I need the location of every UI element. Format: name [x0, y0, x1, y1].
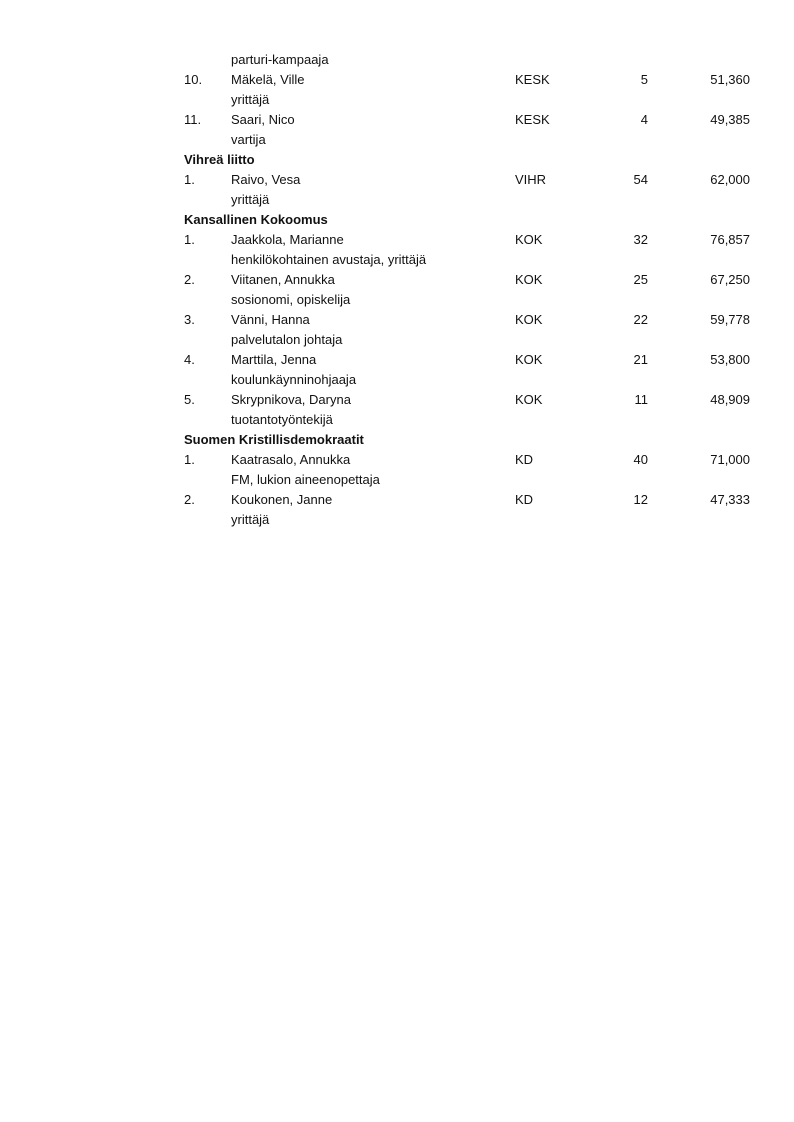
candidate-votes: 32	[633, 232, 648, 247]
candidate-name: Kaatrasalo, Annukka	[231, 452, 351, 467]
party-group-name: Suomen Kristillisdemokraatit	[184, 432, 364, 447]
party-group-name: Vihreä liitto	[184, 152, 255, 167]
candidate-comparison-number: 76,857	[710, 232, 750, 247]
candidate-number: 1.	[184, 452, 195, 467]
candidate-name: Viitanen, Annukka	[231, 272, 335, 287]
candidate-name: Saari, Nico	[231, 112, 295, 127]
candidate-party: KESK	[515, 72, 550, 87]
candidate-occupation: koulunkäynninohjaaja	[231, 372, 357, 387]
occupation-row	[0, 510, 794, 530]
candidate-name: Raivo, Vesa	[231, 172, 301, 187]
candidate-party: KOK	[515, 392, 543, 407]
results-page	[0, 50, 794, 530]
candidate-occupation: tuotantotyöntekijä	[231, 412, 333, 427]
candidate-row	[0, 310, 794, 330]
candidate-votes: 22	[633, 312, 648, 327]
candidate-number: 5.	[184, 392, 195, 407]
occupation-row	[0, 290, 794, 310]
candidate-occupation: yrittäjä	[231, 92, 270, 107]
candidate-number: 10.	[184, 72, 203, 87]
candidate-votes: 4	[640, 112, 648, 127]
candidate-party: KD	[515, 492, 534, 507]
party-group-heading	[0, 210, 794, 230]
candidate-occupation: FM, lukion aineenopettaja	[231, 472, 380, 487]
occupation-row	[0, 130, 794, 150]
candidate-number: 4.	[184, 352, 195, 367]
candidate-name: Marttila, Jenna	[231, 352, 317, 367]
candidate-party: KOK	[515, 312, 543, 327]
candidate-votes: 11	[634, 392, 648, 407]
candidate-party: KD	[515, 452, 534, 467]
party-group-heading	[0, 150, 794, 170]
candidate-occupation: yrittäjä	[231, 512, 270, 527]
candidate-name: Jaakkola, Marianne	[231, 232, 344, 247]
occupation-row	[0, 50, 794, 70]
candidate-row	[0, 490, 794, 510]
candidate-comparison-number: 62,000	[710, 172, 750, 187]
candidate-number: 2.	[184, 272, 195, 287]
candidate-row	[0, 70, 794, 90]
occupation-row	[0, 190, 794, 210]
candidate-comparison-number: 59,778	[710, 312, 750, 327]
candidate-row	[0, 270, 794, 290]
leading-occupation: parturi-kampaaja	[231, 52, 329, 67]
candidate-occupation: vartija	[231, 132, 266, 147]
party-group-name: Kansallinen Kokoomus	[184, 212, 328, 227]
candidate-row	[0, 170, 794, 190]
candidate-row	[0, 230, 794, 250]
candidate-comparison-number: 51,360	[710, 72, 750, 87]
candidate-name: Vänni, Hanna	[231, 312, 310, 327]
candidate-party: KOK	[515, 272, 543, 287]
candidate-occupation: palvelutalon johtaja	[231, 332, 343, 347]
candidate-number: 2.	[184, 492, 195, 507]
candidate-occupation: yrittäjä	[231, 192, 270, 207]
candidate-name: Mäkelä, Ville	[231, 72, 305, 87]
occupation-row	[0, 410, 794, 430]
candidate-comparison-number: 48,909	[710, 392, 750, 407]
candidate-comparison-number: 47,333	[710, 492, 750, 507]
candidate-party: KOK	[515, 232, 543, 247]
candidate-votes: 54	[633, 172, 648, 187]
candidate-party: VIHR	[515, 172, 547, 187]
candidate-party: KESK	[515, 112, 550, 127]
candidate-votes: 5	[640, 72, 648, 87]
candidate-row	[0, 450, 794, 470]
occupation-row	[0, 90, 794, 110]
candidate-occupation: henkilökohtainen avustaja, yrittäjä	[231, 252, 427, 267]
candidate-row	[0, 110, 794, 130]
candidate-party: KOK	[515, 352, 543, 367]
candidate-row	[0, 390, 794, 410]
candidate-votes: 21	[633, 352, 648, 367]
occupation-row	[0, 250, 794, 270]
candidate-votes: 12	[633, 492, 648, 507]
candidate-number: 11.	[184, 112, 202, 127]
candidate-number: 1.	[184, 172, 195, 187]
candidate-comparison-number: 53,800	[710, 352, 750, 367]
candidate-votes: 40	[633, 452, 648, 467]
candidate-comparison-number: 71,000	[710, 452, 750, 467]
candidate-name: Koukonen, Janne	[231, 492, 333, 507]
candidate-comparison-number: 67,250	[710, 272, 750, 287]
occupation-row	[0, 470, 794, 490]
candidate-row	[0, 350, 794, 370]
candidate-name: Skrypnikova, Daryna	[231, 392, 351, 407]
occupation-row	[0, 370, 794, 390]
candidate-number: 3.	[184, 312, 195, 327]
candidate-comparison-number: 49,385	[710, 112, 750, 127]
results-list	[0, 70, 794, 530]
candidate-votes: 25	[633, 272, 648, 287]
candidate-occupation: sosionomi, opiskelija	[231, 292, 351, 307]
occupation-row	[0, 330, 794, 350]
candidate-number: 1.	[184, 232, 195, 247]
party-group-heading	[0, 430, 794, 450]
